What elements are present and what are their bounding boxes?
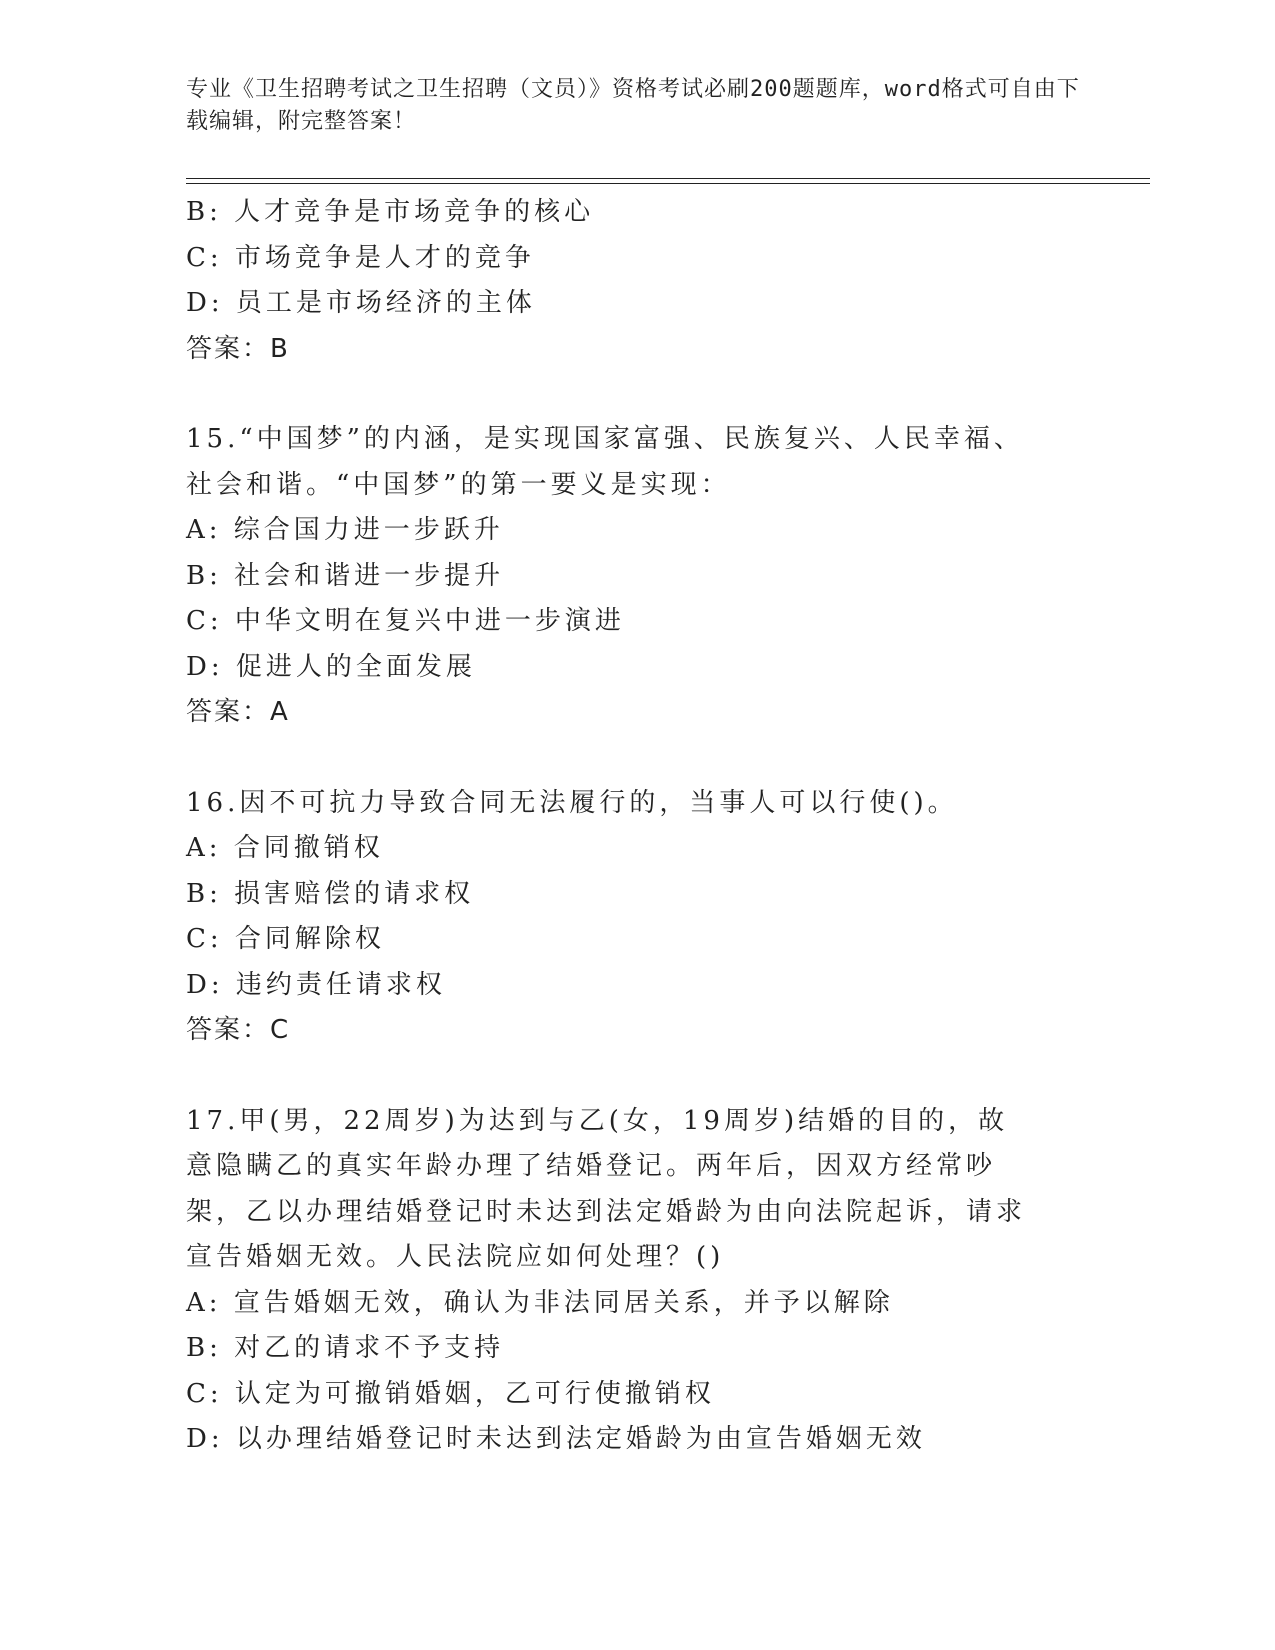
option-c: C: 市场竞争是人才的竞争 (186, 242, 535, 273)
option-d: D: 违约责任请求权 (186, 969, 446, 1000)
answer-line: 答案：A (186, 697, 290, 727)
option-d: D: 员工是市场经济的主体 (186, 288, 536, 318)
option-a: A: 合同撤销权 (186, 833, 384, 863)
option-d: D: 以办理结婚登记时未达到法定婚龄为由宣告婚姻无效 (186, 1424, 926, 1454)
option-c: C: 认定为可撤销婚姻，乙可行使撤销权 (186, 1378, 715, 1409)
question-17-block (186, 1099, 1086, 1463)
header-divider-top (186, 178, 1150, 179)
option-c: C: 合同解除权 (186, 924, 385, 954)
option-b: B: 人才竞争是市场竞争的核心 (186, 197, 595, 227)
option-d: D: 促进人的全面发展 (186, 651, 476, 682)
question-content (186, 190, 1086, 1463)
option-b: B: 损害赔偿的请求权 (186, 878, 475, 909)
document-header: 专业《卫生招聘考试之卫生招聘（文员）》资格考试必刷200题题库，word格式可自由下载编辑，附完整答案！ (186, 77, 1080, 134)
question-stem: 15.“中国梦”的内涵，是实现国家富强、民族复兴、人民幸福、社会和谐。“中国梦”的第一要义是实现： (186, 424, 1024, 500)
answer-line: 答案：C (186, 1015, 291, 1045)
option-a: A: 宣告婚姻无效，确认为非法同居关系，并予以解除 (186, 1287, 894, 1318)
question-stem: 16.因不可抗力导致合同无法履行的，当事人可以行使()。 (186, 787, 958, 818)
option-a: A: 综合国力进一步跃升 (186, 515, 504, 545)
question-16-block (186, 781, 1086, 1054)
previous-question-block (186, 190, 1086, 372)
question-15-block (186, 417, 1086, 736)
header-divider-bottom (186, 183, 1150, 184)
option-c: C: 中华文明在复兴中进一步演进 (186, 606, 625, 636)
answer-line: 答案：B (186, 333, 290, 364)
option-b: B: 社会和谐进一步提升 (186, 560, 505, 591)
question-stem: 17.甲(男，22周岁)为达到与乙(女，19周岁)结婚的目的，故意隐瞒乙的真实年龄办理了结婚登记。两年后，因双方经常吵架，乙以办理结婚登记时未达到法定婚龄为由向法院起诉，请求宣告婚姻无效。人民法院应如何处理？() (186, 1105, 1027, 1272)
option-b: B: 对乙的请求不予支持 (186, 1333, 505, 1363)
